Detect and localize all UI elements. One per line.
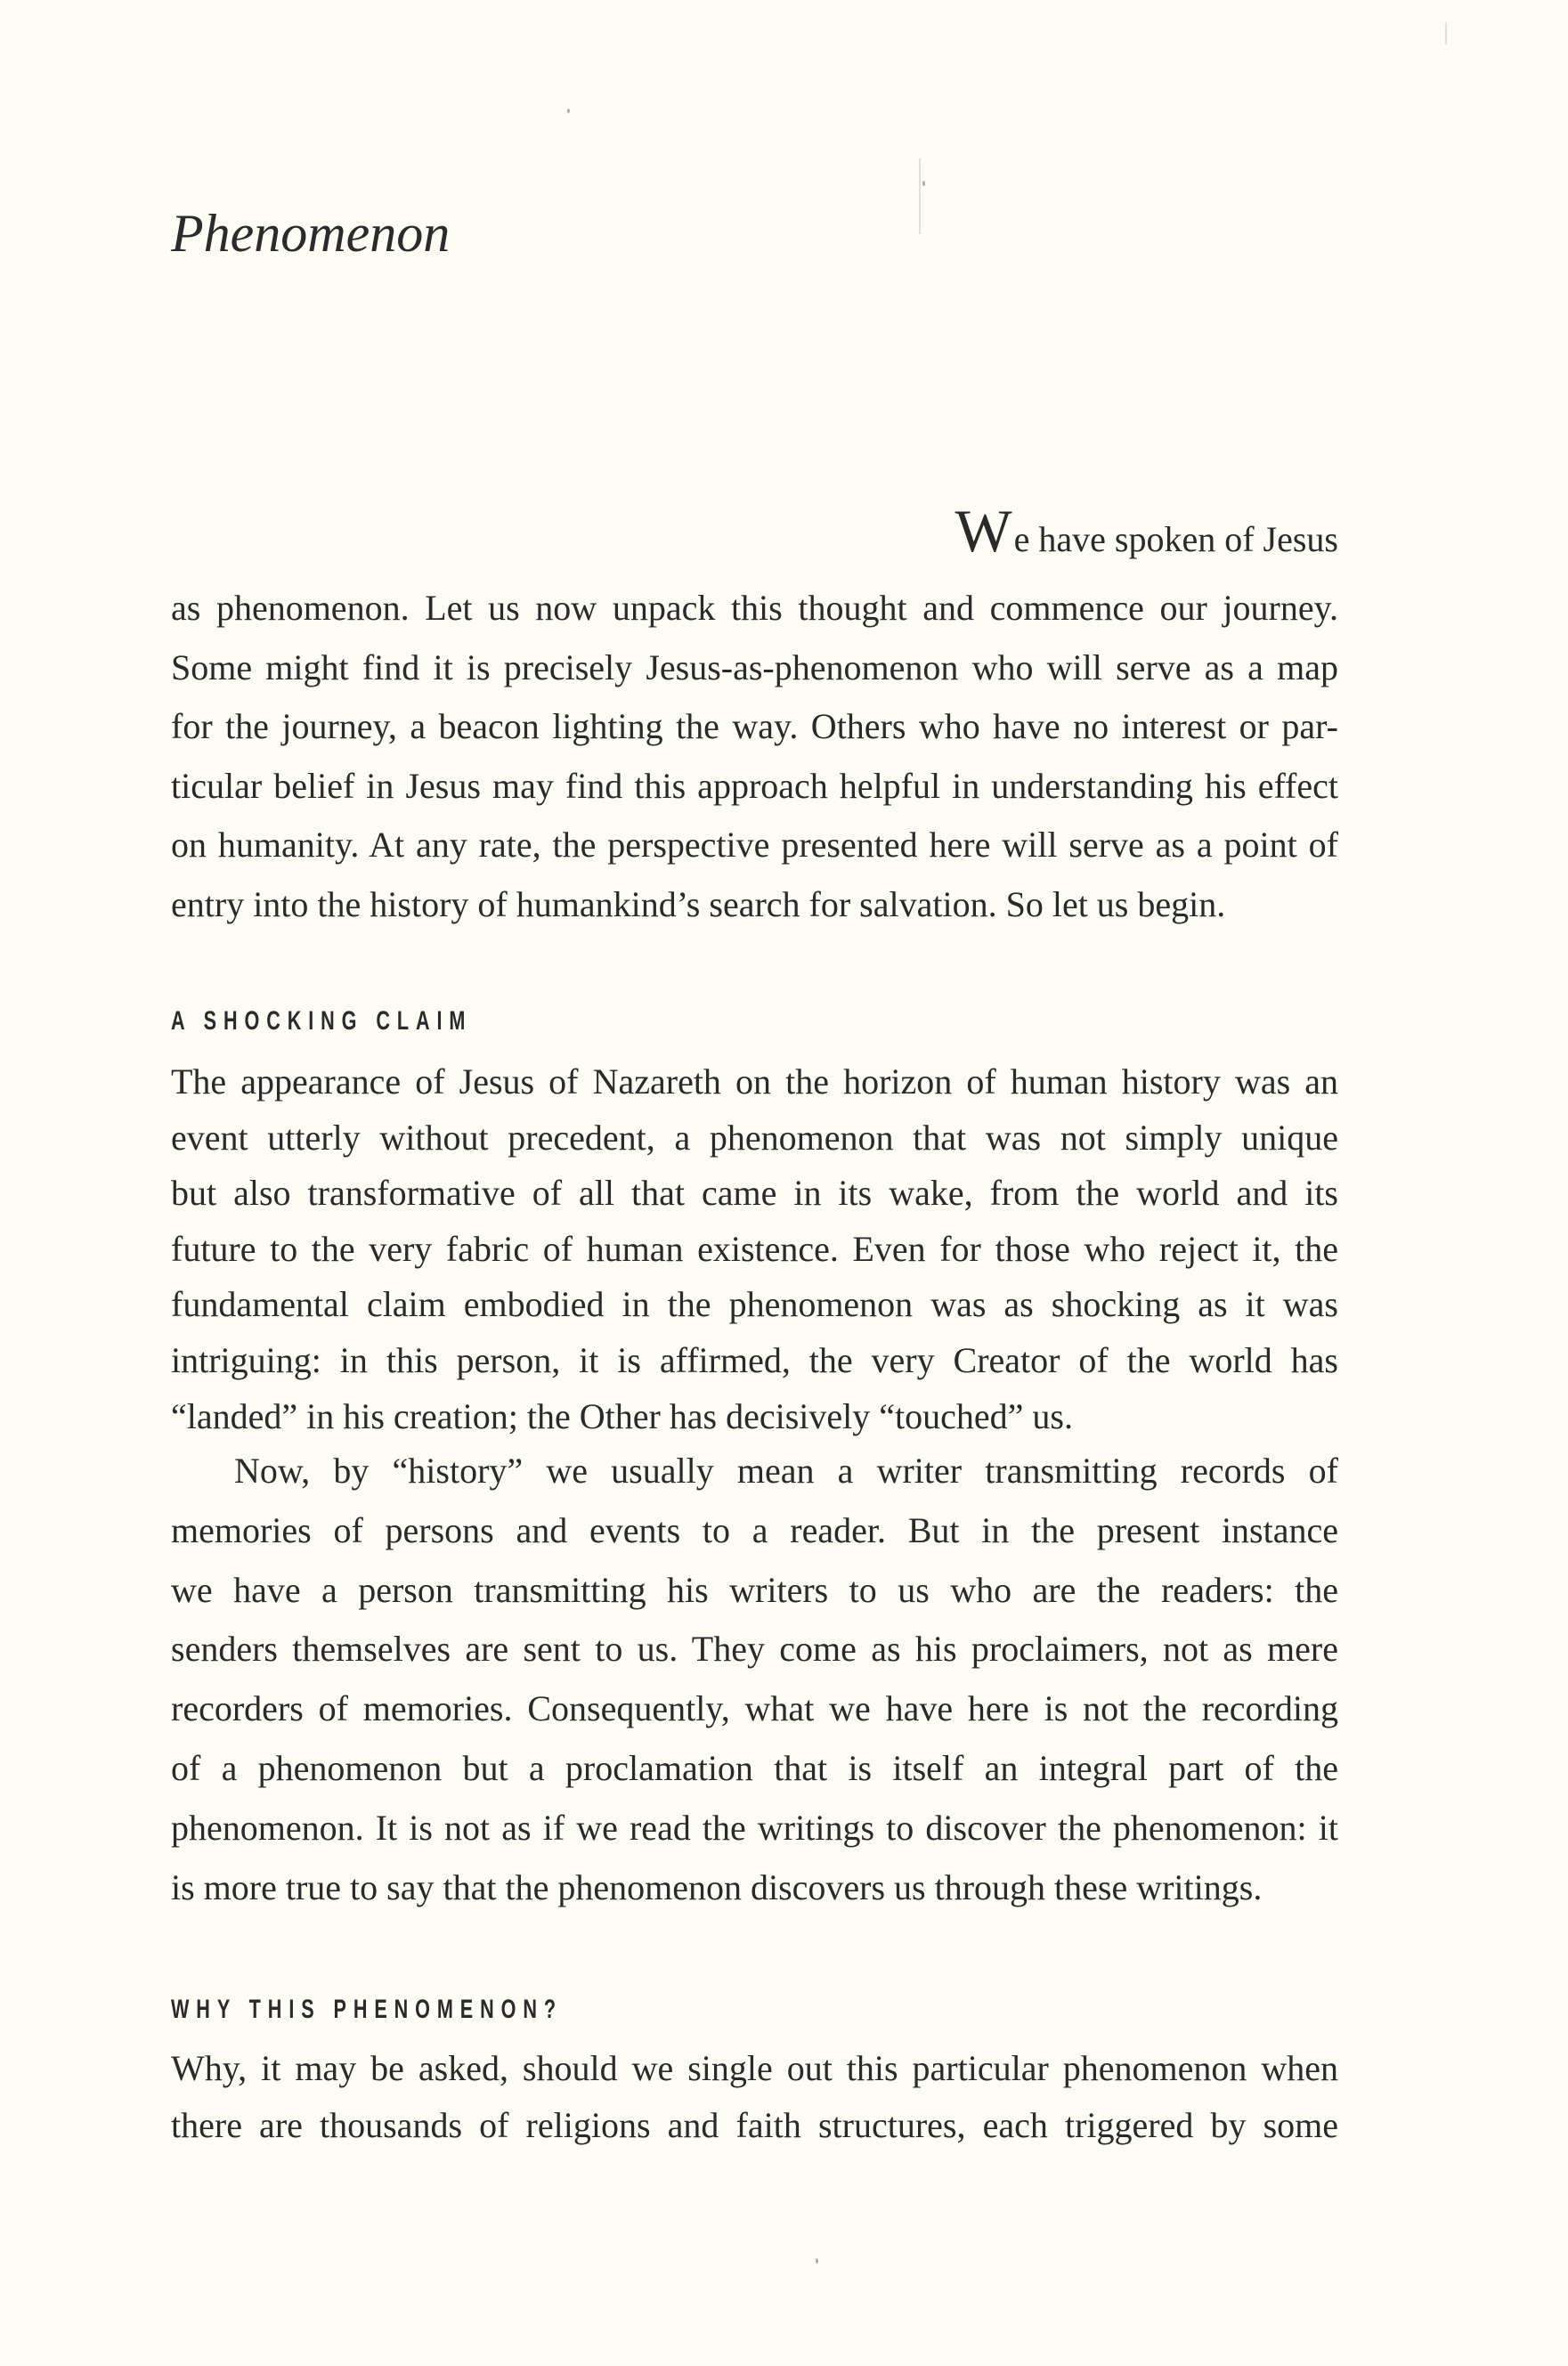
text-line: on humanity. At any rate, the perspective presented here will serve as a point of xyxy=(171,825,1338,866)
text-line: recorders of memories. Consequently, what we have here is not the recording xyxy=(171,1688,1338,1729)
intro-paragraph xyxy=(171,579,1338,935)
text-line: “landed” in his creation; the Other has decisively “touched” us. xyxy=(171,1395,1073,1436)
opening-text: e have spoken of Jesus xyxy=(1013,519,1338,559)
text-line: there are thousands of religions and faith structures, each triggered by some xyxy=(171,2105,1338,2145)
text-line: The appearance of Jesus of Nazareth on the horizon of human history was an xyxy=(171,1061,1338,1102)
text-line: of a phenomenon but a proclamation that is itself an integral part of the xyxy=(171,1747,1338,1788)
scan-streak xyxy=(919,159,921,234)
text-line: is more true to say that the phenomenon discovers us through these writings. xyxy=(171,1866,1263,1907)
opening-line xyxy=(171,497,1338,566)
text-line: Why, it may be asked, should we single out this particular phenomenon when xyxy=(171,2048,1338,2088)
text-line: memories of persons and events to a reader. But in the present instance xyxy=(171,1509,1338,1550)
text-line: but also transformative of all that came in its wake, from the world and its xyxy=(171,1173,1338,1214)
scan-speck xyxy=(816,2258,818,2264)
text-line: Now, by “history” we usually mean a writer transmitting records of xyxy=(234,1451,1338,1491)
text-line: Some might find it is precisely Jesus-as-phenomenon who will serve as a map xyxy=(171,646,1338,687)
text-line: senders themselves are sent to us. They come as his proclaimers, not as mere xyxy=(171,1629,1338,1670)
text-line: ticular belief in Jesus may find this approach helpful in understanding his effect xyxy=(171,765,1338,806)
scan-speck xyxy=(922,181,925,186)
text-line: event utterly without precedent, a phenomenon that was not simply unique xyxy=(171,1117,1338,1158)
text-line: fundamental claim embodied in the phenomenon was as shocking as it was xyxy=(171,1284,1338,1325)
section-paragraph xyxy=(171,2040,1338,2154)
scan-streak xyxy=(1445,22,1447,45)
section-paragraph xyxy=(171,1054,1338,1444)
section-paragraph xyxy=(171,1442,1338,1917)
drop-cap: W xyxy=(955,497,1012,565)
text-line: phenomenon. It is not as if we read the writings to discover the phenomenon: it xyxy=(171,1807,1338,1848)
chapter-title: Phenomenon xyxy=(171,204,451,263)
text-line: we have a person transmitting his writers to us who are the readers: the xyxy=(171,1569,1338,1610)
text-line: future to the very fabric of human existence. Even for those who reject it, the xyxy=(171,1228,1338,1269)
text-line: entry into the history of humankind’s search for salvation. So let us begin. xyxy=(171,883,1226,924)
text-line: for the journey, a beacon lighting the way. Others who have no interest or par- xyxy=(171,706,1338,747)
section-heading: A SHOCKING CLAIM xyxy=(171,1006,473,1036)
scan-speck xyxy=(567,109,570,113)
section-heading: WHY THIS PHENOMENON? xyxy=(171,1995,564,2024)
text-line: as phenomenon. Let us now unpack this thought and commence our journey. xyxy=(171,588,1338,628)
text-line: intriguing: in this person, it is affirmed, the very Creator of the world has xyxy=(171,1339,1338,1380)
